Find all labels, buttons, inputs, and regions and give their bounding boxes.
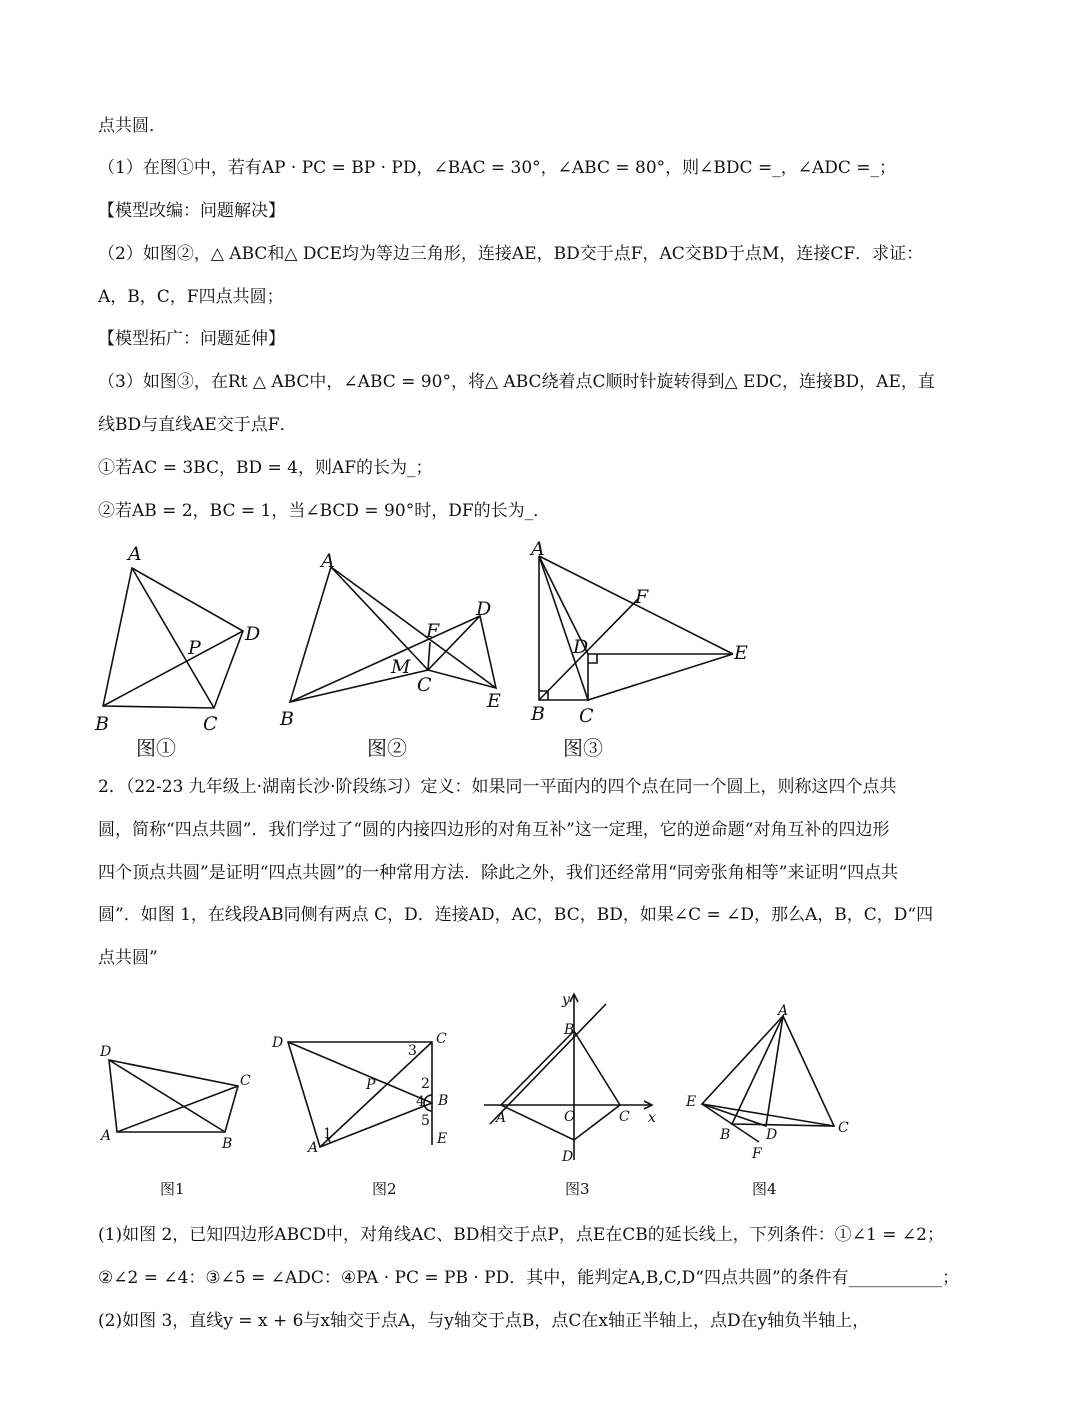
label-m: M — [391, 656, 411, 678]
text-line: ②∠2 = ∠4：③∠5 = ∠ADC：④PA · PC = PB · PD．其中，能判定A,B,C,D“四点共圆”的条件有___________； — [98, 1268, 960, 1288]
label-e: E — [487, 690, 501, 712]
quad-g1 — [109, 1060, 238, 1132]
label-f: F — [426, 620, 440, 642]
right-angle-d — [588, 654, 597, 663]
angle-label-5: 5 — [421, 1113, 430, 1129]
text-line: （3）如图③，在Rt △ ABC中，∠ABC = 90°，将△ ABC绕着点C顺时针旋转得到△ EDC，连接BD，AE，直 — [98, 372, 935, 392]
text-line: ①若AC = 3BC，BD = 4，则AF的长为_； — [98, 458, 433, 478]
triangle-abc — [732, 1016, 834, 1126]
label-c: C — [240, 1073, 251, 1089]
segment-ae — [331, 567, 496, 688]
segment-bd — [290, 616, 480, 702]
label-b: B — [531, 703, 545, 725]
segment-ec — [702, 1104, 834, 1126]
text-line: 线BD与直线AE交于点F． — [98, 415, 297, 435]
label-b: B — [438, 1093, 449, 1109]
label-e: E — [734, 642, 748, 664]
label-d: D — [476, 598, 492, 620]
label-c: C — [436, 1031, 447, 1047]
text-line: （1）在图①中，若有AP · PC = BP · PD，∠BAC = 30°，∠ABC = 80°，则∠BDC =_，∠ADC =_； — [98, 158, 897, 178]
text-line: 四个顶点共圆”是证明“四点共圆”的一种常用方法．除此之外，我们还经常用“同旁张角相等”来证明“四点共 — [98, 863, 899, 883]
label-c: C — [579, 705, 594, 727]
text-line: 圆”．如图 1，在线段AB同侧有两点 C，D．连接AD，AC，BC，BD，如果∠C = ∠D，那么A，B，C，D“四 — [98, 905, 934, 925]
angle-label-3: 3 — [408, 1043, 417, 1059]
label-c: C — [838, 1120, 849, 1136]
line-bf — [539, 598, 639, 700]
label-y: y — [562, 992, 570, 1008]
angle-label-2: 2 — [421, 1076, 430, 1092]
label-d: D — [562, 1149, 574, 1165]
label-p: P — [188, 637, 201, 659]
label-d: D — [766, 1127, 778, 1143]
caption-g3: 图3 — [565, 1180, 590, 1198]
text-line: 圆，简称“四点共圆”．我们学过了“圆的内接四边形的对角互补”这一定理，它的逆命题“对角互补的四边形 — [98, 820, 890, 840]
text-line: (2)如图 3，直线y = x + 6与x轴交于点A，与y轴交于点B，点C在x轴正半轴上，点D在y轴负半轴上， — [98, 1311, 870, 1331]
text-line: 点共圆． — [98, 116, 166, 136]
quad-abcd — [501, 1031, 620, 1140]
label-b: B — [280, 708, 294, 730]
label-c: C — [417, 674, 432, 696]
label-a: A — [778, 1003, 789, 1019]
figure-g4 — [682, 1000, 862, 1165]
section-heading: 【模型改编：问题解决】 — [98, 201, 285, 221]
label-e: E — [686, 1094, 697, 1110]
figure-g2 — [268, 1025, 458, 1155]
section-heading: 【模型拓广：问题延伸】 — [98, 329, 285, 349]
segment-bd — [109, 1060, 225, 1132]
label-a: A — [531, 538, 545, 560]
caption-fig-3: 图③ — [563, 736, 603, 760]
caption-g4: 图4 — [752, 1180, 777, 1198]
label-a: A — [101, 1128, 112, 1144]
figure-3 — [525, 540, 755, 725]
caption-fig-2: 图② — [367, 736, 407, 760]
label-d: D — [272, 1035, 284, 1051]
figure-1 — [95, 540, 265, 735]
label-e: E — [437, 1131, 448, 1147]
label-d: D — [100, 1044, 112, 1060]
label-x: x — [648, 1110, 656, 1126]
label-c: C — [203, 713, 218, 735]
caption-g1: 图1 — [160, 1180, 185, 1198]
segment-cf — [428, 642, 430, 670]
text-line: (1)如图 2，已知四边形ABCD中，对角线AC、BD相交于点P，点E在CB的延长线上，下列条件：①∠1 = ∠2； — [98, 1225, 944, 1245]
angle-label-1: 1 — [323, 1126, 332, 1142]
triangle-edc — [588, 654, 733, 700]
label-p: P — [366, 1077, 376, 1093]
label-a: A — [128, 543, 142, 565]
label-f: F — [635, 586, 649, 608]
label-b: B — [95, 713, 109, 735]
figure-2 — [278, 545, 508, 730]
label-b: B — [720, 1127, 731, 1143]
label-f: F — [752, 1146, 762, 1162]
text-line: ②若AB = 2，BC = 1，当∠BCD = 90°时，DF的长为_． — [98, 501, 551, 521]
segment-ac — [117, 1086, 238, 1132]
label-d: D — [573, 636, 589, 658]
angle-label-4: 4 — [416, 1094, 425, 1110]
diagonal-ac — [132, 568, 214, 708]
label-a: A — [496, 1110, 507, 1126]
text-line: 2．（22-23 九年级上·湖南长沙·阶段练习）定义：如果同一平面内的四个点在同一个圆上，则称这四个点共 — [98, 777, 897, 797]
diagonal-bd — [103, 631, 243, 706]
label-a: A — [308, 1140, 319, 1156]
text-line: （2）如图②，△ ABC和△ DCE均为等边三角形，连接AE，BD交于点F，AC交BD于点M，连接CF．求证： — [98, 244, 924, 264]
label-b: B — [222, 1136, 233, 1152]
caption-g2: 图2 — [372, 1180, 397, 1198]
figure-g1 — [95, 1040, 265, 1150]
label-o: O — [564, 1109, 576, 1125]
label-d: D — [245, 623, 261, 645]
label-c: C — [619, 1109, 630, 1125]
label-b: B — [564, 1022, 575, 1038]
text-line: 点共圆” — [98, 948, 158, 968]
figure-g3 — [480, 990, 670, 1165]
triangle-ade — [702, 1016, 783, 1126]
label-a: A — [321, 550, 335, 572]
caption-fig-1: 图① — [136, 736, 176, 760]
segment-ef — [702, 1104, 759, 1142]
text-line: A，B，C，F四点共圆； — [98, 287, 284, 307]
line-ab — [490, 1004, 606, 1124]
